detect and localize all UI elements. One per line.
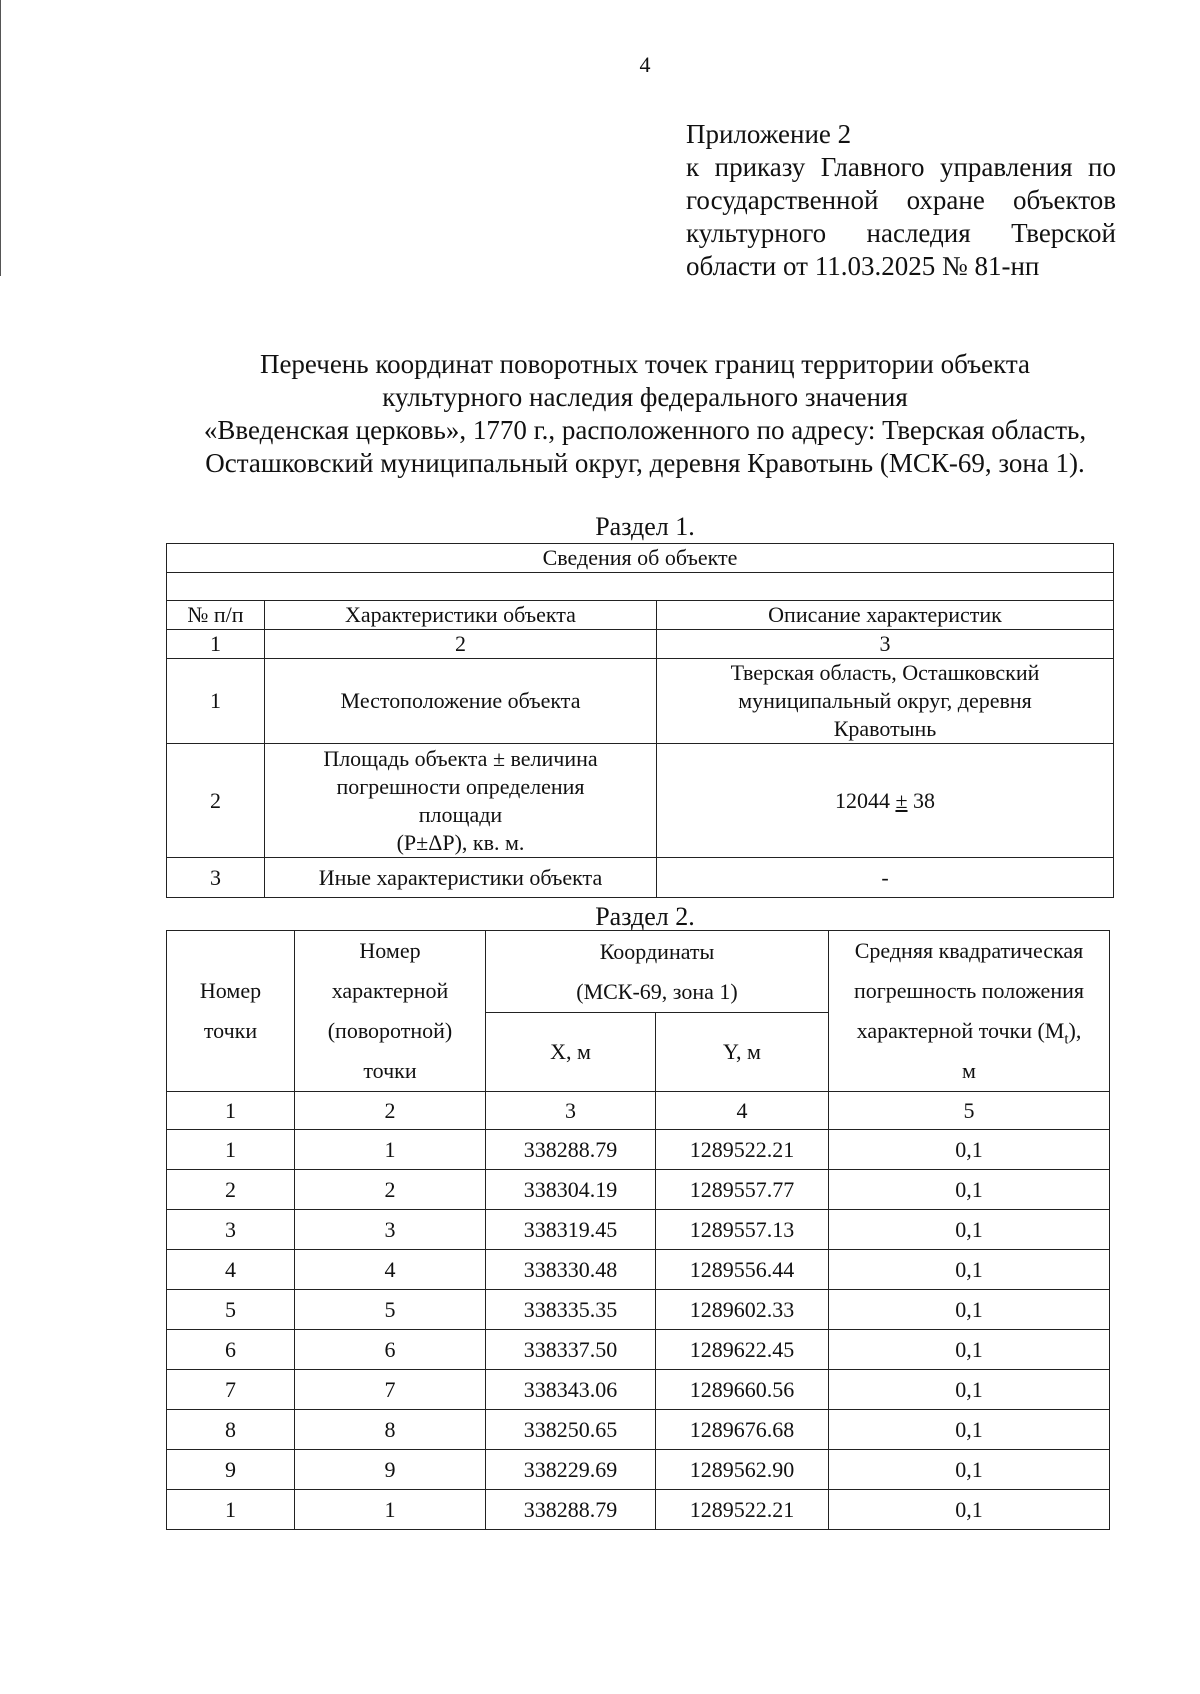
table-row — [167, 1410, 1110, 1450]
char-point-cell: 3 — [295, 1210, 486, 1250]
x-coordinate-cell: 338229.69 — [486, 1450, 656, 1490]
y-coordinate-cell: 1289660.56 — [656, 1370, 829, 1410]
table1-caption: Сведения об объекте — [167, 544, 1114, 573]
char-point-cell: 5 — [295, 1290, 486, 1330]
char-point-cell: 9 — [295, 1450, 486, 1490]
table-row — [167, 1490, 1110, 1530]
page-number: 4 — [639, 52, 651, 77]
name-line: (Р±ΔР), кв. м. — [396, 829, 525, 855]
row-number: 3 — [167, 858, 265, 898]
point-number-cell: 7 — [167, 1370, 295, 1410]
point-number-cell: 8 — [167, 1410, 295, 1450]
desc-line: Кравотынь — [833, 716, 937, 741]
table-row — [167, 1370, 1110, 1410]
title-line: Перечень координат поворотных точек границ территории объекта — [259, 349, 1031, 379]
appendix-line: к приказу Главного управления по — [686, 152, 1116, 182]
char-point-cell: 8 — [295, 1410, 486, 1450]
section2-heading: Раздел 2. — [595, 902, 695, 931]
y-header: Y, м — [656, 1013, 829, 1092]
x-coordinate-cell: 338330.48 — [486, 1250, 656, 1290]
point-number-cell: 6 — [167, 1330, 295, 1370]
point-number-cell: 1 — [167, 1490, 295, 1530]
error-cell: 0,1 — [829, 1290, 1110, 1330]
row-number: 2 — [167, 744, 265, 858]
x-coordinate-cell: 338319.45 — [486, 1210, 656, 1250]
error-cell: 0,1 — [829, 1450, 1110, 1490]
table-row — [167, 1250, 1110, 1290]
desc-line: Тверская область, Осташковский — [730, 660, 1040, 685]
table-row — [167, 744, 1114, 858]
point-number-cell: 4 — [167, 1250, 295, 1290]
column-number: 1 — [167, 630, 265, 659]
table-row — [167, 659, 1114, 744]
header-line: Координаты — [599, 938, 715, 964]
subscript-t: t — [1064, 1031, 1069, 1048]
appendix-line: Приложение 2 — [686, 119, 852, 149]
column-number: 1 — [167, 1092, 295, 1130]
column-header: № п/п — [167, 601, 265, 630]
title-line: культурного наследия федерального значения — [382, 382, 908, 412]
point-number-cell: 2 — [167, 1170, 295, 1210]
y-coordinate-cell: 1289562.90 — [656, 1450, 829, 1490]
x-coordinate-cell: 338288.79 — [486, 1130, 656, 1170]
table1-spacer-row — [167, 573, 1114, 601]
characteristic-name: Иные характеристики объекта — [265, 858, 657, 898]
section1-heading: Раздел 1. — [595, 512, 695, 541]
error-cell: 0,1 — [829, 1250, 1110, 1290]
header-line: (поворотной) — [327, 1018, 453, 1043]
error-cell: 0,1 — [829, 1130, 1110, 1170]
appendix-line: государственной охране объектов — [686, 185, 1116, 215]
column-number: 2 — [265, 630, 657, 659]
table-row — [167, 1170, 1110, 1210]
table1-header-row — [167, 601, 1114, 630]
char-point-cell: 6 — [295, 1330, 486, 1370]
characteristic-desc — [657, 744, 1114, 858]
appendix-line: культурного наследия Тверской — [686, 218, 1116, 248]
header-line: точки — [363, 1058, 417, 1083]
column-number: 3 — [486, 1092, 656, 1130]
y-coordinate-cell: 1289557.77 — [656, 1170, 829, 1210]
name-line: погрешности определения — [336, 773, 585, 799]
name-line: площади — [418, 801, 503, 827]
table-row — [167, 1210, 1110, 1250]
point-number-cell: 9 — [167, 1450, 295, 1490]
coordinate-rows — [167, 1130, 1110, 1530]
characteristic-desc — [657, 659, 1114, 744]
table-row — [167, 1130, 1110, 1170]
point-number-cell: 3 — [167, 1210, 295, 1250]
x-coordinate-cell: 338250.65 — [486, 1410, 656, 1450]
x-coordinate-cell: 338337.50 — [486, 1330, 656, 1370]
object-info-table — [166, 543, 1114, 898]
header-text: Номер точки — [199, 978, 262, 1043]
appendix-block — [686, 118, 1116, 283]
scan-edge-line — [0, 0, 1, 276]
header-line: Номер — [359, 938, 421, 963]
point-number-cell: 5 — [167, 1290, 295, 1330]
table2-header-row — [167, 931, 1110, 1013]
x-coordinate-cell: 338343.06 — [486, 1370, 656, 1410]
characteristic-name: Местоположение объекта — [265, 659, 657, 744]
table-row — [167, 858, 1114, 898]
error-header — [829, 931, 1110, 1092]
x-header: X, м — [486, 1013, 656, 1092]
header-line: характерной — [331, 978, 449, 1003]
plus-minus-sign: ± — [895, 787, 908, 813]
header-line: (МСК-69, зона 1) — [576, 978, 738, 1004]
char-point-header — [295, 931, 486, 1092]
table-row — [167, 1290, 1110, 1330]
characteristic-desc: - — [657, 858, 1114, 898]
header-text: ), — [1068, 1018, 1082, 1043]
header-line — [835, 1011, 1103, 1051]
appendix-line: области от 11.03.2025 № 81-нп — [686, 251, 1040, 281]
name-line: Площадь объекта ± величина — [323, 745, 598, 771]
area-error: 38 — [907, 787, 936, 813]
coordinates-header — [486, 931, 829, 1013]
error-cell: 0,1 — [829, 1330, 1110, 1370]
table-row — [167, 1330, 1110, 1370]
y-coordinate-cell: 1289522.21 — [656, 1490, 829, 1530]
error-cell: 0,1 — [829, 1370, 1110, 1410]
characteristic-name — [265, 744, 657, 858]
table2-number-row — [167, 1092, 1110, 1130]
x-coordinate-cell: 338288.79 — [486, 1490, 656, 1530]
char-point-cell: 7 — [295, 1370, 486, 1410]
error-cell: 0,1 — [829, 1210, 1110, 1250]
char-point-cell: 4 — [295, 1250, 486, 1290]
header-line: м — [962, 1058, 976, 1083]
y-coordinate-cell: 1289522.21 — [656, 1130, 829, 1170]
coordinates-table — [166, 930, 1110, 1530]
x-coordinate-cell: 338304.19 — [486, 1170, 656, 1210]
header-line: Средняя квадратическая — [854, 938, 1084, 963]
y-coordinate-cell: 1289676.68 — [656, 1410, 829, 1450]
error-cell: 0,1 — [829, 1410, 1110, 1450]
char-point-cell: 2 — [295, 1170, 486, 1210]
header-text: характерной точки (M — [856, 1018, 1065, 1043]
error-cell: 0,1 — [829, 1490, 1110, 1530]
y-coordinate-cell: 1289602.33 — [656, 1290, 829, 1330]
point-number-header — [167, 931, 295, 1092]
desc-line: муниципальный округ, деревня — [738, 688, 1032, 713]
y-coordinate-cell: 1289556.44 — [656, 1250, 829, 1290]
table1-number-row — [167, 630, 1114, 659]
y-coordinate-cell: 1289557.13 — [656, 1210, 829, 1250]
column-number: 5 — [829, 1092, 1110, 1130]
column-number: 2 — [295, 1092, 486, 1130]
char-point-cell: 1 — [295, 1490, 486, 1530]
error-cell: 0,1 — [829, 1170, 1110, 1210]
y-coordinate-cell: 1289622.45 — [656, 1330, 829, 1370]
row-number: 1 — [167, 659, 265, 744]
title-line: «Введенская церковь», 1770 г., расположенного по адресу: Тверская область, — [203, 415, 1087, 445]
column-number: 4 — [656, 1092, 829, 1130]
point-number-cell: 1 — [167, 1130, 295, 1170]
char-point-cell: 1 — [295, 1130, 486, 1170]
area-value: 12044 — [834, 787, 896, 813]
column-header: Характеристики объекта — [265, 601, 657, 630]
document-title — [150, 348, 1140, 480]
title-line: Осташковский муниципальный округ, деревня Кравотынь (МСК-69, зона 1). — [205, 448, 1085, 478]
x-coordinate-cell: 338335.35 — [486, 1290, 656, 1330]
table-row — [167, 1450, 1110, 1490]
column-header: Описание характеристик — [657, 601, 1114, 630]
header-line: погрешность положения — [854, 978, 1084, 1003]
column-number: 3 — [657, 630, 1114, 659]
